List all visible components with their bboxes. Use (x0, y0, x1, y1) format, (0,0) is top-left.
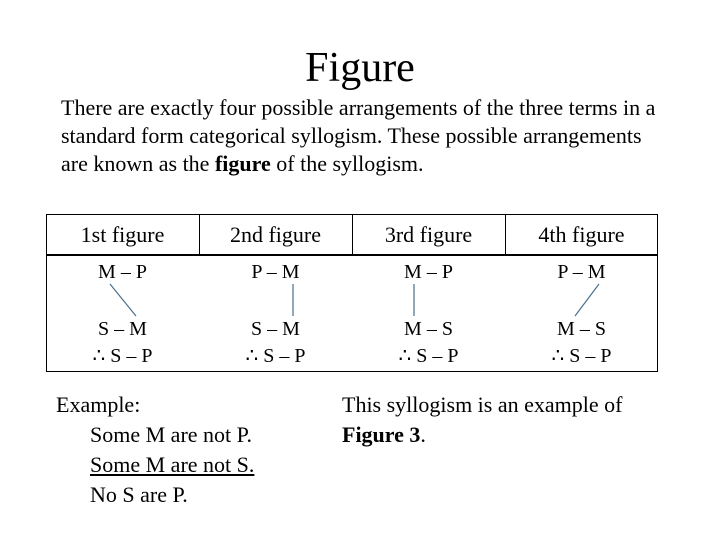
column-header: 1st figure (80, 222, 165, 247)
middle-term-connector (505, 282, 658, 318)
conclusion-terms: ∴ S – P (245, 345, 306, 367)
figure-column-3 (352, 214, 505, 372)
figure-conclusion-note (342, 390, 622, 450)
middle-term-connector (46, 282, 199, 318)
figures-table (46, 214, 658, 372)
intro-text-after: of the syllogism. (270, 151, 424, 176)
major-premise-terms: P – M (251, 261, 300, 283)
slide-title: Figure (305, 45, 415, 91)
minor-premise-terms: M – S (557, 318, 606, 340)
conclusion-terms: ∴ S – P (398, 345, 459, 367)
figure-column-4 (505, 214, 658, 372)
conclusion-terms: ∴ S – P (551, 345, 612, 367)
example-block (56, 390, 254, 510)
example-conclusion: No S are P. (90, 482, 188, 507)
middle-term-connector (352, 282, 505, 318)
figure-column-1 (46, 214, 199, 372)
intro-paragraph (61, 94, 661, 178)
minor-premise-terms: S – M (251, 318, 300, 340)
minor-premise-terms: S – M (98, 318, 147, 340)
example-premise-1: Some M are not P. (90, 422, 252, 447)
figure-column-2 (199, 214, 352, 372)
intro-bold-term: figure (214, 151, 271, 176)
example-premise-2: Some M are not S. (90, 452, 255, 477)
minor-premise-terms: M – S (404, 318, 453, 340)
intro-text-before: There are exactly four possible arrangements of the three terms in a standard form categorical syllogism. These possible arrangements are known as the (61, 95, 656, 176)
column-header: 4th figure (538, 222, 625, 247)
major-premise-terms: M – P (98, 261, 147, 283)
note-text: This syllogism is an example of (342, 392, 623, 417)
middle-term-connector (199, 282, 352, 318)
major-premise-terms: P – M (557, 261, 606, 283)
major-premise-terms: M – P (404, 261, 453, 283)
note-bold-figure: Figure 3 (342, 422, 421, 447)
conclusion-terms: ∴ S – P (92, 345, 153, 367)
column-header: 3rd figure (384, 222, 473, 247)
example-label: Example: (56, 392, 141, 417)
column-header: 2nd figure (229, 222, 322, 247)
note-suffix: . (420, 422, 426, 447)
